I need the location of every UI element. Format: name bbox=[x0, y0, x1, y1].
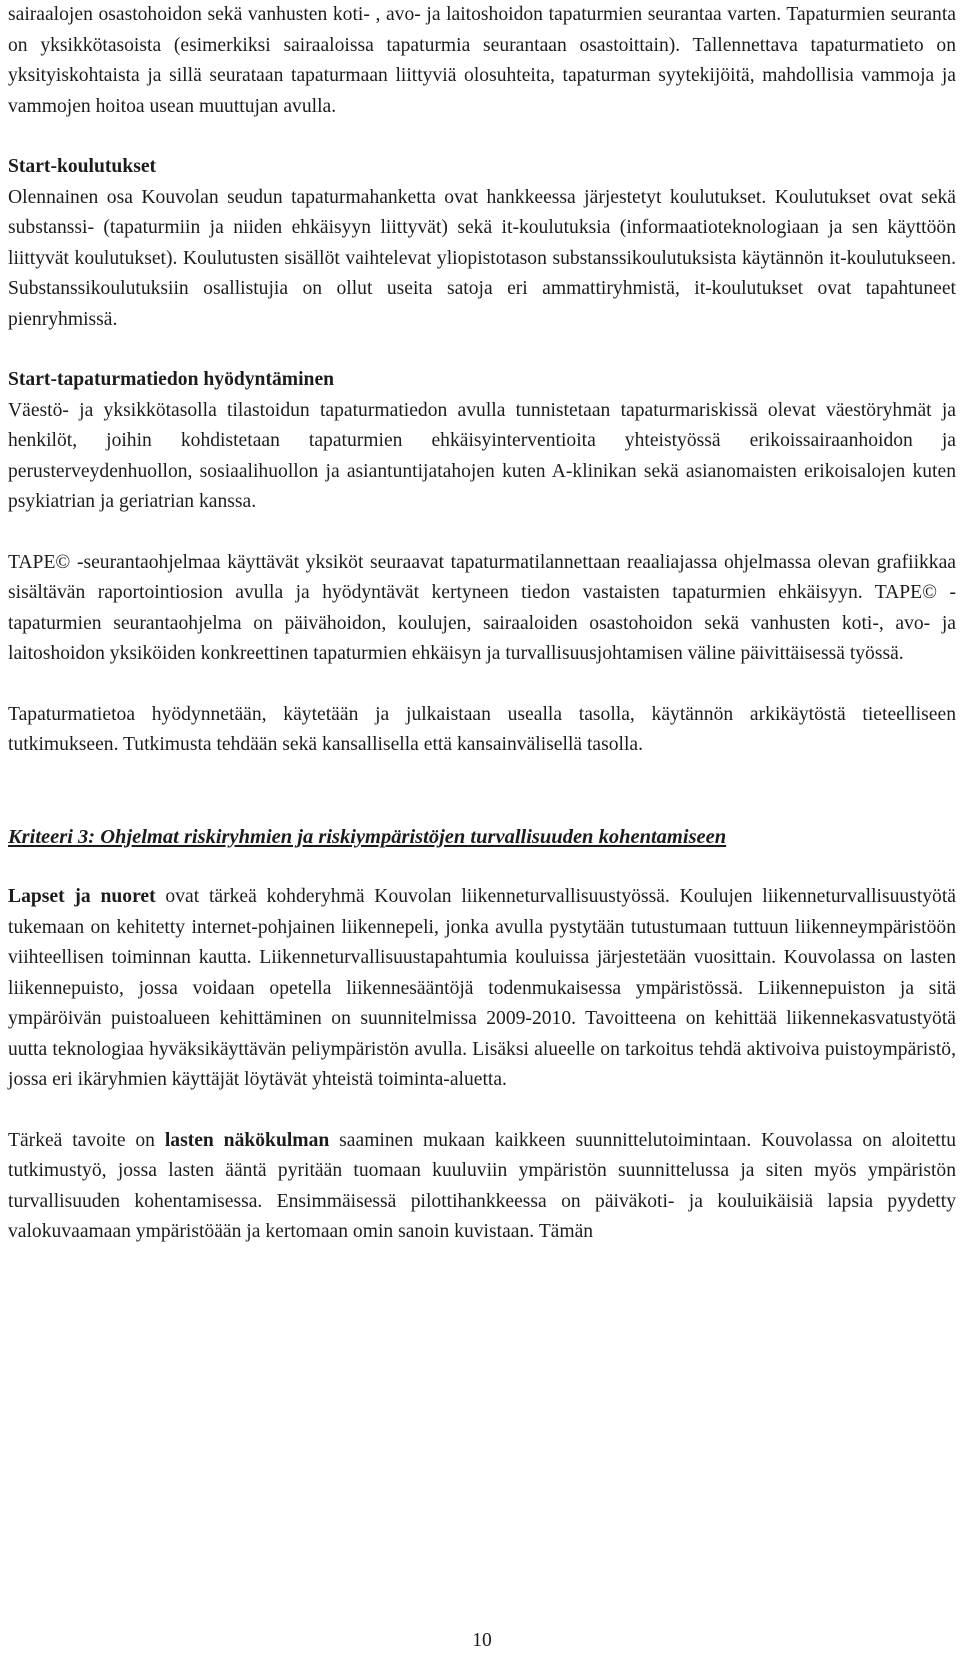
paragraph-tavoite bbox=[8, 1126, 956, 1248]
spacer bbox=[8, 1096, 956, 1126]
paragraph-lapset-text: ovat tärkeä kohderyhmä Kouvolan liikenneturvallisuustyössä. Koulujen liikenneturvallisuustyötä tukemaan on kehitetty internet-pohjainen liikennepeli, jonka avulla pystytään tutustumaan tuttuun liikenneympäristöön viihteellisen toiminnan kautta. Liikenneturvallisuustapahtumia kouluissa järjestetään vuosittain. Kouvolassa on lasten liikennepuisto, jossa voidaan opetella liikennesääntöjä todenmukaisessa ympäristössä. Liikennepuiston ja sitä ympäröivän puistoalueen kehittäminen on suunnitelmissa 2009-2010. Tavoitteena on kehittää liikennekasvatustyötä uutta teknologiaa hyväksikäyttävän peliympäristön avulla. Lisäksi alueelle on tarkoitus tehdä aktivoiva puistoympäristö, jossa eri ikäryhmien käyttäjät löytävät yhteistä toiminta-aluetta. bbox=[8, 886, 956, 1090]
heading-start-hyodyntaminen: Start-tapaturmatiedon hyödyntäminen bbox=[8, 369, 335, 390]
paragraph-tavoite-start: Tärkeä tavoite on bbox=[8, 1129, 165, 1151]
paragraph-intro: sairaalojen osastohoidon sekä vanhusten koti- , avo- ja laitoshoidon tapaturmien seurantaa varten. Tapaturmien seuranta on yksikkötasoista (esimerkiksi sairaaloissa tapaturmia seurantaan osastoittain). Tallennettava tapaturmatieto on yksityiskohtaista ja sillä seurataan tapaturmaan liittyviä olosuhteita, tapaturman syytekijöitä, mahdollisia vammoja ja vammojen hoitoa usean muuttujan avulla. bbox=[8, 4, 956, 117]
spacer bbox=[8, 518, 956, 548]
paragraph-tavoite-text: saaminen mukaan kaikkeen suunnittelutoimintaan. Kouvolassa on aloitettu tutkimustyö, jossa lasten ääntä pyritään tuomaan kuuluviin ympäristön suunnittelussa ja siten myös ympäristön turvallisuuden kohentamisessa. Ensimmäisessä pilottihankkeessa on päiväkoti- ja kouluikäisiä lapsia pyydetty valokuvaamaan ympäristöään ja kertomaan omin sanoin kuvistaan. Tämän bbox=[8, 1129, 956, 1242]
paragraph-lapset bbox=[8, 882, 956, 1096]
spacer bbox=[8, 670, 956, 700]
spacer bbox=[8, 122, 956, 152]
document-page bbox=[8, 0, 956, 1678]
page-number: 10 bbox=[472, 1630, 492, 1651]
heading-kriteeri-3: Kriteeri 3: Ohjelmat riskiryhmien ja riskiympäristöjen turvallisuuden kohentamiseen bbox=[8, 825, 727, 848]
heading-start-koulutukset: Start-koulutukset bbox=[8, 156, 157, 177]
bold-lasten-nakokulman: lasten näkökulman bbox=[164, 1129, 330, 1151]
spacer bbox=[8, 761, 956, 822]
paragraph-hyodyntaminen: Väestö- ja yksikkötasolla tilastoidun tapaturmatiedon avulla tunnistetaan tapaturmariskissä olevat väestöryhmät ja henkilöt, joihin kohdistetaan tapaturmien ehkäisyinterventioita yhteistyössä erikoissairaanhoidon ja perusterveydenhuollon, sosiaalihuollon ja asiantuntijatahojen kuten A-klinikan sekä asianomaisten erikoisalojen kuten psykiatrian ja geriatrian kanssa. bbox=[8, 399, 956, 512]
paragraph-tape: TAPE© -seurantaohjelmaa käyttävät yksiköt seuraavat tapaturmatilannettaan reaaliajassa ohjelmassa olevan grafiikkaa sisältävän raportointiosion avulla ja hyödyntävät kertyneen tiedon vastaisten tapaturmien ehkäisyyn. TAPE© - tapaturmien seurantaohjelma on päivähoidon, koulujen, sairaaloiden osastohoidon sekä vanhusten koti-, avo- ja laitoshoidon yksiköiden konkreettinen tapaturmien ehkäisyn ja turvallisuusjohtamisen väline päivittäisessä työssä. bbox=[8, 551, 956, 664]
spacer bbox=[8, 335, 956, 365]
bold-lapset-ja-nuoret: Lapset ja nuoret bbox=[8, 886, 156, 907]
paragraph-koulutukset: Olennainen osa Kouvolan seudun tapaturmahanketta ovat hankkeessa järjestetyt koulutukset. Koulutukset ovat sekä substanssi- (tapaturmiin ja niiden ehkäisyyn liittyvät) sekä it-koulutuksia (informaatioteknologiaan ja sen käyttöön liittyvät koulutukset). Koulutusten sisällöt vaihtelevat yliopistotason substanssikoulutuksista käytännön it-koulutukseen. Substanssikoulutuksiin osallistujia on ollut useita satoja eri ammattiryhmistä, it-koulutukset ovat tapahtuneet pienryhmissä. bbox=[8, 186, 956, 330]
paragraph-julkaisu: Tapaturmatietoa hyödynnetään, käytetään ja julkaistaan usealla tasolla, käytännön arkikäytöstä tieteelliseen tutkimukseen. Tutkimusta tehdään sekä kansallisella että kansainvälisellä tasolla. bbox=[8, 703, 956, 755]
spacer bbox=[8, 852, 956, 882]
